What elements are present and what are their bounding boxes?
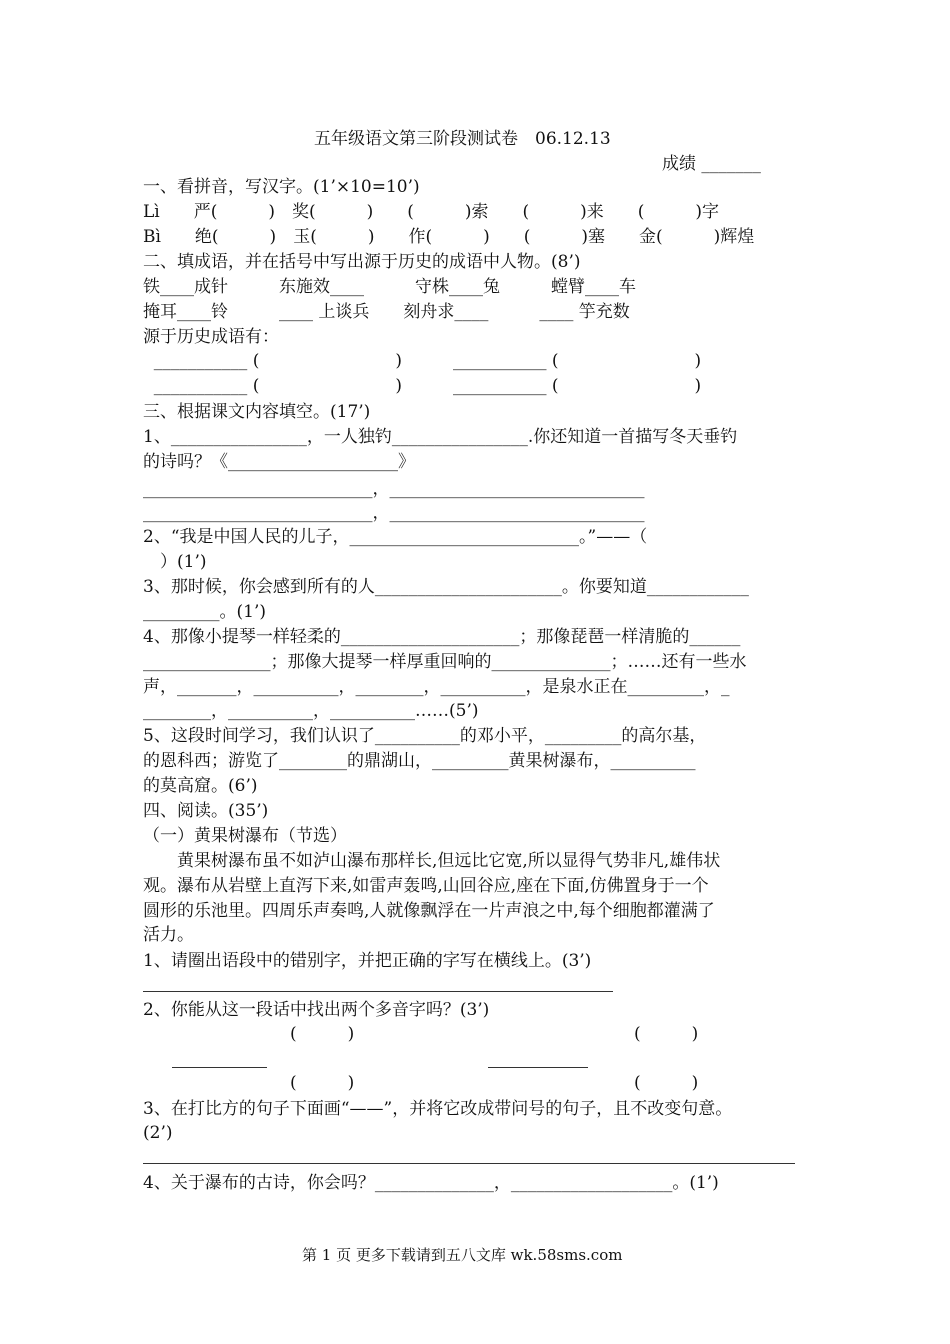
s3-q3-line-2: _________。(1’) <box>143 602 266 622</box>
s4-q3-answer-line <box>143 1163 795 1164</box>
exam-title: 五年级语文第三阶段测试卷 06.12.13 <box>314 129 611 149</box>
s4-passage-line-3: 圆形的乐池里。四周乐声奏鸣,人就像飘浮在一片声浪之中,每个细胞都灌满了 <box>143 901 715 921</box>
section-4-heading: 四、阅读。(35’) <box>143 801 269 821</box>
s4-q1: 1、请圈出语段中的错别字，并把正确的字写在横线上。(3’) <box>143 951 592 971</box>
s2-row-1: 铁____成针 东施效____ 守株____兔 螳臂____车 <box>143 277 636 297</box>
s3-q1-line-4: ___________________________，______________________________ <box>143 503 645 523</box>
s4-q2-answer-line-2 <box>488 1067 588 1068</box>
s3-q1-line-3: ___________________________，______________________________ <box>143 479 645 499</box>
s1-row-2: Bì 绝( ) 玉( ) 作( ) ( )塞 金( )辉煌 <box>143 227 755 247</box>
s3-q5-line-2: 的恩科西；游览了________的鼎湖山，_________黄果树瀑布，__________ <box>143 751 696 771</box>
s3-q2-line-2: ）(1’) <box>143 552 207 572</box>
s3-q1-line-2: 的诗吗？《____________________》 <box>143 452 415 472</box>
s3-q1-line-1: 1、________________，一人独钓________________.你还知道一首描写冬天垂钓 <box>143 427 738 447</box>
s2-row-2: 掩耳____铃 ____ 上谈兵 刻舟求____ ____ 竽充数 <box>143 302 630 322</box>
s4-q4: 4、关于瀑布的古诗，你会吗？______________，___________________。(1’) <box>143 1173 719 1193</box>
s3-q3-line-1: 3、那时候，你会感到所有的人______________________。你要知道____________ <box>143 577 749 597</box>
s4-q2-paren-1: ( ) <box>290 1024 355 1044</box>
s1-row-1: Lì 严( ) 奖( ) ( )索 ( )来 ( )字 <box>143 202 720 222</box>
section-3-heading: 三、根据课文内容填空。(17’) <box>143 402 371 422</box>
score-field: 成绩 _______ <box>662 154 761 174</box>
section-2-heading: 二、填成语，并在括号中写出源于历史的成语中人物。(8’) <box>143 252 581 272</box>
s3-q2-line-1: 2、“我是中国人民的儿子，___________________________。”——（ <box>143 527 648 547</box>
s4-passage-title: （一）黄果树瀑布（节选） <box>143 826 347 846</box>
s3-q5-line-1: 5、这段时间学习，我们认识了__________的邓小平，_________的高尔基， <box>143 726 707 746</box>
section-1-heading: 一、看拼音，写汉字。(1’×10=10’) <box>143 177 420 197</box>
s4-q3-line-1: 3、在打比方的句子下面画“——”，并将它改成带问号的句子，且不改变句意。 <box>143 1099 733 1119</box>
s2-row-4: ___________ ( ) ___________ ( ) <box>143 351 702 371</box>
s4-passage-line-1: 黄果树瀑布虽不如泸山瀑布那样长,但远比它宽,所以显得气势非凡,雄伟状 <box>143 851 721 871</box>
s3-q5-line-3: 的莫高窟。(6’) <box>143 776 258 796</box>
s3-q4-line-2: _______________；那像大提琴一样厚重回响的______________；……还有一些水 <box>143 652 747 672</box>
s2-row-3: 源于历史成语有： <box>143 327 279 347</box>
s3-q4-line-3: 声，_______，__________，________，__________，是泉水正在_________，_ <box>143 677 730 697</box>
page-footer: 第 1 页 更多下载请到五八文库 wk.58sms.com <box>302 1246 623 1264</box>
s4-q2-answer-line-1 <box>172 1067 267 1068</box>
s4-q2-paren-4: ( ) <box>634 1073 699 1093</box>
s4-passage-line-2: 观。瀑布从岩壁上直泻下来,如雷声轰鸣,山回谷应,座在下面,仿佛置身于一个 <box>143 876 709 896</box>
s4-q2-paren-2: ( ) <box>634 1024 699 1044</box>
s3-q4-line-4: ________，__________，__________……(5’) <box>143 701 479 721</box>
s2-row-5: ___________ ( ) ___________ ( ) <box>143 376 702 396</box>
s4-passage-line-4: 活力。 <box>143 925 194 945</box>
s4-q1-answer-line <box>143 991 613 992</box>
s4-q2-paren-3: ( ) <box>290 1073 355 1093</box>
s3-q4-line-1: 4、那像小提琴一样轻柔的_____________________；那像琵琶一样清脆的______ <box>143 627 741 647</box>
s4-q3-line-2: (2’) <box>143 1123 173 1143</box>
s4-q2: 2、你能从这一段话中找出两个多音字吗？(3’) <box>143 1000 490 1020</box>
